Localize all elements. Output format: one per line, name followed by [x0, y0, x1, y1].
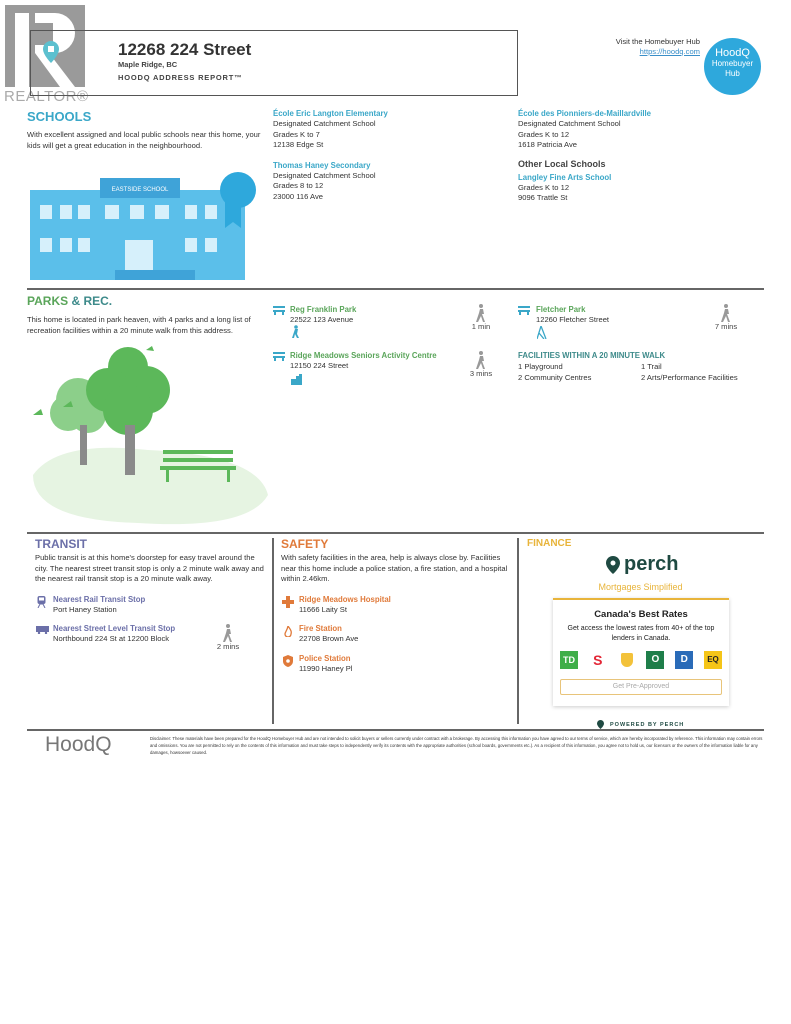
rail-stop-value: Port Haney Station [53, 605, 117, 614]
hiking-icon [292, 325, 300, 338]
walk-time [466, 351, 496, 378]
community-centre-icon [291, 374, 302, 385]
safety-item-label[interactable]: Police Station [299, 654, 351, 663]
perch-pin-icon [597, 720, 604, 729]
school-sign: EASTSIDE SCHOOL [111, 187, 169, 193]
train-icon [37, 596, 46, 608]
badge-line2: Homebuyer [711, 59, 754, 68]
parks-heading-b: & REC. [71, 294, 113, 308]
divider [27, 288, 764, 290]
walk-time-label: 3 mins [469, 369, 493, 378]
hsbc-logo: O [646, 651, 664, 669]
powered-by-text: POWERED BY PERCH [610, 721, 685, 728]
school-list-2 [518, 109, 758, 204]
park-address: 22522 123 Avenue [290, 315, 354, 324]
powered-by-perch [597, 720, 684, 729]
bus-icon [36, 626, 49, 634]
school-type: Designated Catchment School [273, 170, 376, 180]
park-name[interactable]: Reg Franklin Park [290, 305, 357, 314]
desjardins-logo [621, 653, 633, 667]
hub-link[interactable]: https://hoodq.com [639, 47, 700, 56]
school-list [273, 109, 513, 202]
park-address: 12260 Fletcher Street [536, 315, 610, 324]
walking-person-icon [222, 624, 234, 642]
divider [27, 729, 764, 731]
schools-heading: SCHOOLS [27, 109, 92, 124]
facilities-heading: FACILITIES WITHIN A 20 MINUTE WALK [518, 351, 666, 360]
bench-icon [273, 306, 285, 315]
scotiabank-logo: S [593, 652, 603, 668]
playground-icon [537, 326, 547, 339]
report-label: HOODQ ADDRESS REPORT™ [118, 73, 243, 82]
get-pre-approved-button[interactable]: Get Pre-Approved [560, 679, 722, 695]
school-name[interactable]: Thomas Haney Secondary [273, 160, 371, 170]
hospital-cross-icon [282, 596, 294, 608]
facility-item: 1 Trail [641, 362, 662, 371]
school-name[interactable]: Langley Fine Arts School [518, 172, 612, 182]
transit-description: Public transit is at this home's doorstep for easy travel around the city. The nearest street transit stop is only a 2 minute walk away and the nearest rail transit stop is a 20 minute walk away. [35, 553, 264, 583]
school-address: 1618 Patricia Ave [518, 140, 577, 149]
school-address: 9096 Trattle St [518, 193, 568, 202]
school-type: Designated Catchment School [518, 119, 621, 128]
rates-card [553, 598, 729, 706]
park-name[interactable]: Fletcher Park [536, 305, 586, 314]
walking-person-icon [475, 351, 487, 369]
td-logo: TD [560, 651, 578, 669]
facility-item: 1 Playground [518, 362, 563, 371]
walking-person-icon [720, 304, 732, 322]
facility-item: 2 Arts/Performance Facilities [641, 373, 738, 382]
safety-heading: SAFETY [281, 537, 329, 551]
bench-icon [273, 352, 285, 361]
perch-tagline: Mortgages Simplified [598, 582, 683, 592]
disclaimer: Disclaimer: These materials have been prepared for the HoodQ Homebuyer Hub and are not intended to solicit buyers or sellers currently under contract with a brokerage. By accessing this information you have agreed to our terms of service, which are hereby incorporated by reference. This information may contain errors and omissions. You are not permitted to rely on the contents of this information and must take steps to independently verify its contents with the appropriate authorities (school boards, governments etc.). As a recipient of this information, you agree not to hold us, our licensors or the owners of the information liable for any damages, howsoever caused. [150, 736, 763, 755]
address-city: Maple Ridge, BC [118, 60, 178, 69]
police-shield-icon [283, 655, 293, 667]
walking-person-icon [475, 304, 487, 322]
badge-line3: Hub [725, 69, 740, 78]
hoodq-logo: HoodQ [45, 733, 112, 756]
walk-time [711, 304, 741, 331]
street-stop-label[interactable]: Nearest Street Level Transit Stop [53, 624, 176, 633]
transit-heading: TRANSIT [35, 537, 87, 551]
school-name[interactable]: École Eric Langton Elementary [273, 109, 388, 118]
rates-card-text: Get access the lowest rates from 40+ of the top lenders in Canada. [567, 625, 715, 642]
schools-description: With excellent assigned and local public schools near this home, your kids will get a great education in the neighbourhood. [27, 130, 261, 150]
street-stop-value: Northbound 224 St at 12200 Block [53, 634, 170, 643]
school-grades: Grades K to 12 [518, 182, 570, 192]
lender-logos [560, 651, 722, 669]
safety-item-label[interactable]: Ridge Meadows Hospital [299, 595, 391, 604]
homebuyer-hub-badge[interactable] [704, 38, 761, 95]
walk-time [213, 624, 243, 651]
address-title: 12268 224 Street [118, 40, 252, 59]
school-grades: Grades 8 to 12 [273, 181, 324, 190]
school-grades: Grades K to 7 [273, 129, 320, 139]
school-address: 23000 116 Ave [273, 191, 323, 201]
school-type: Designated Catchment School [273, 119, 376, 128]
safety-item-value: 22708 Brown Ave [299, 634, 359, 643]
rates-card-title: Canada's Best Rates [594, 609, 688, 620]
facility-item: 2 Community Centres [518, 373, 592, 382]
hub-visit-text: Visit the Homebuyer Hub [615, 37, 700, 46]
school-grades: Grades K to 12 [518, 129, 570, 139]
divider [272, 538, 274, 724]
address-header [30, 30, 518, 96]
safety-item-label[interactable]: Fire Station [299, 624, 342, 633]
safety-description: With safety facilities in the area, help is always close by. Facilities near this home include a police station, a fire station, and a hospital within 2.46km. [281, 553, 508, 583]
finance-heading: FINANCE [527, 538, 572, 549]
park-address: 12150 224 Street [290, 361, 349, 370]
walk-time-label: 1 min [471, 322, 491, 331]
park-name[interactable]: Ridge Meadows Seniors Activity Centre [290, 351, 437, 360]
school-item[interactable] [518, 109, 758, 151]
walk-time-label: 2 mins [216, 642, 240, 651]
badge-line1: HoodQ [715, 47, 750, 59]
school-item[interactable] [518, 173, 758, 204]
school-item[interactable] [273, 161, 513, 203]
school-name[interactable]: École des Pionniers-de-Maillardville [518, 109, 652, 118]
perch-brand: perch [624, 553, 679, 575]
safety-item-value: 11666 Laity St [299, 605, 347, 614]
realtor-wordmark: REALTOR® [4, 88, 89, 105]
safety-item-value: 11990 Haney Pl [299, 664, 353, 673]
school-item[interactable] [273, 109, 513, 151]
eq-bank-logo: EQ [704, 651, 722, 669]
walk-time [466, 304, 496, 331]
bmo-logo: D [675, 651, 693, 669]
location-pin-icon [43, 41, 59, 63]
bench-icon [518, 306, 530, 315]
perch-logo [606, 553, 678, 576]
perch-pin-icon [606, 556, 620, 574]
walk-time-label: 7 mins [714, 322, 738, 331]
other-schools-heading: Other Local Schools [518, 158, 606, 169]
divider [27, 532, 764, 534]
park-illustration [28, 345, 273, 530]
parks-description: This home is located in park heaven, with 4 parks and a long list of recreation facilities within a 20 minute walk from this address. [27, 315, 251, 335]
divider [517, 538, 519, 724]
rail-stop-label[interactable]: Nearest Rail Transit Stop [53, 595, 146, 604]
school-illustration [30, 170, 262, 290]
parks-heading-a: PARKS [27, 294, 69, 308]
fire-icon [284, 626, 292, 637]
parks-heading [27, 294, 112, 308]
school-address: 12138 Edge St [273, 140, 324, 149]
